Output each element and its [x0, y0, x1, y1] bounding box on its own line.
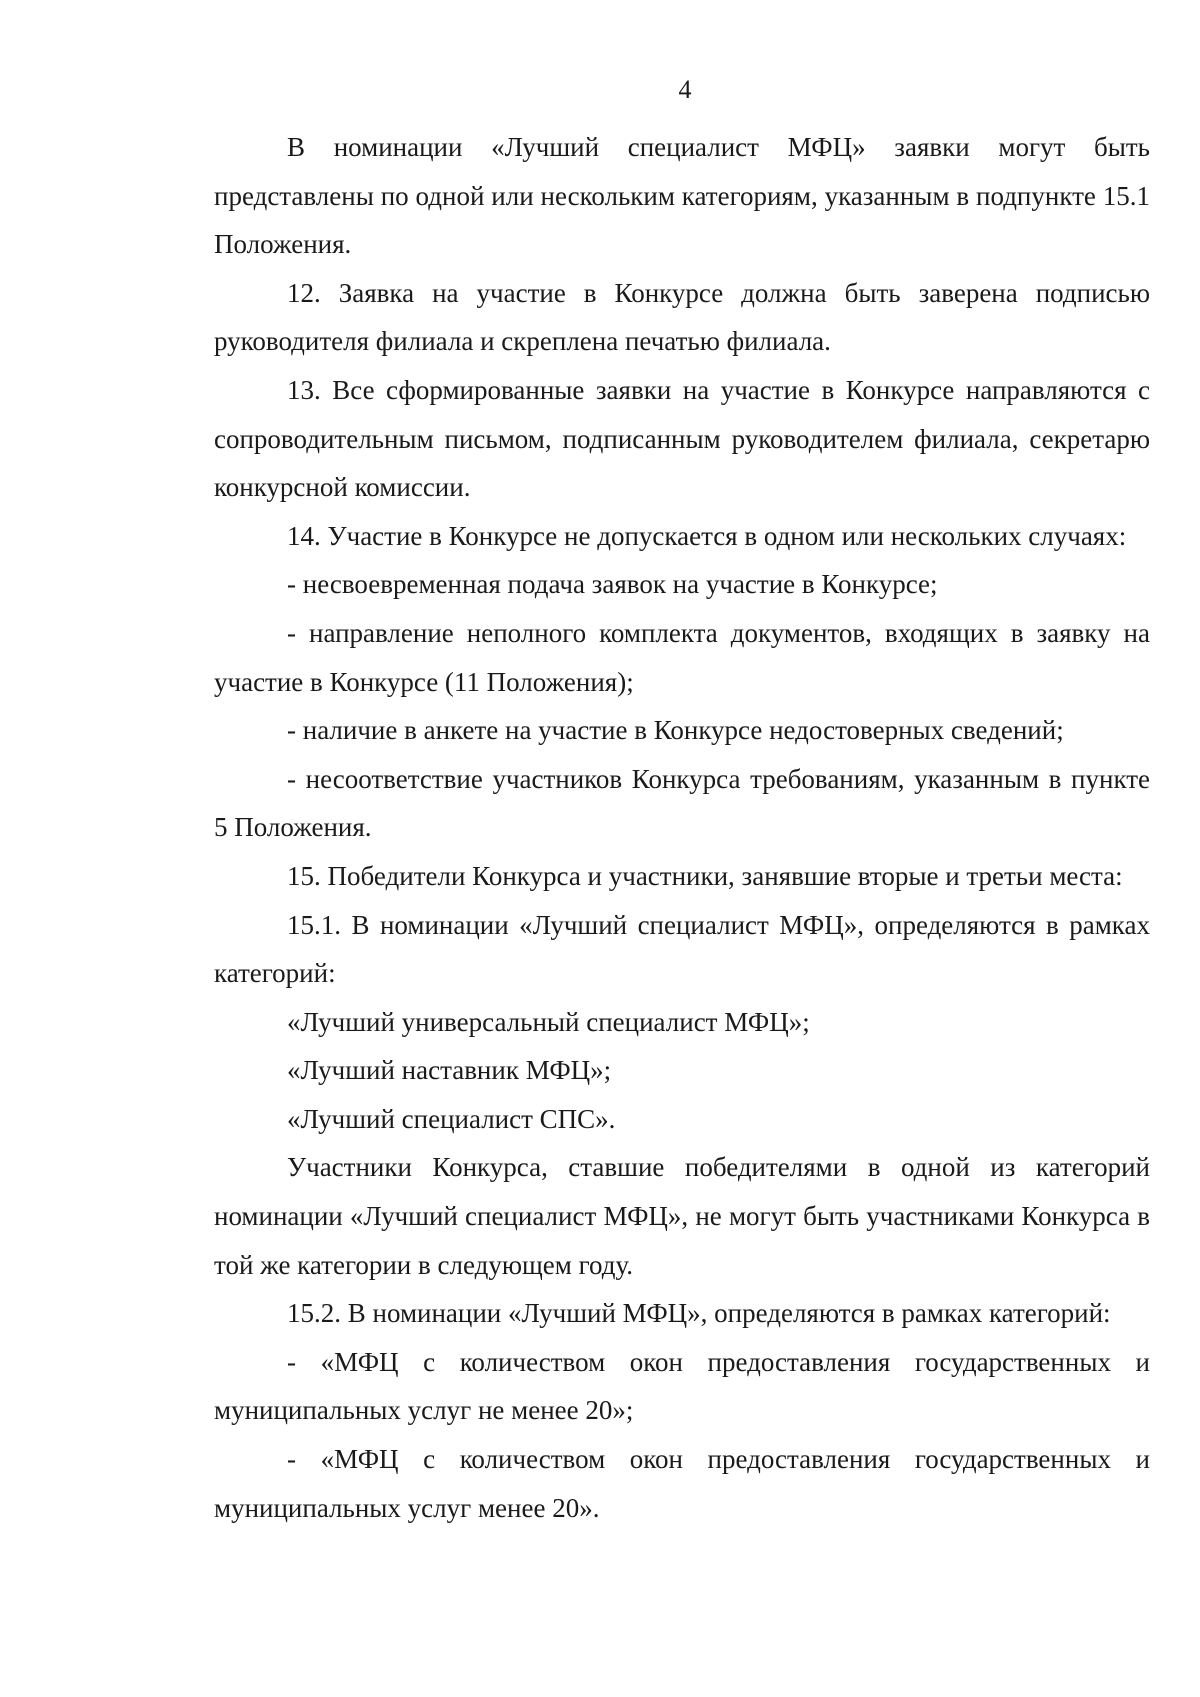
paragraph-15-1: 15.1. В номинации «Лучший специалист МФЦ», определяются в рамках категорий:: [214, 909, 1150, 989]
paragraph-winners-restriction: Участники Конкурса, ставшие победителями в одной из категорий номинации «Лучший специалист МФЦ», не могут быть участниками Конкурса в той же категории в следующем году.: [214, 1152, 1150, 1280]
list-item-20-or-more-windows: - «МФЦ с количеством окон предоставления государственных и муниципальных услуг не менее 20»;: [214, 1346, 1150, 1426]
list-item-incomplete-documents: - направление неполного комплекта документов, входящих в заявку на участие в Конкурсе (11 Положения);: [214, 617, 1150, 697]
paragraph-14: 14. Участие в Конкурсе не допускается в одном или нескольких случаях:: [287, 520, 1127, 551]
list-item-late-submission: - несвоевременная подача заявок на участие в Конкурсе;: [287, 569, 938, 600]
list-item-less-than-20-windows: - «МФЦ с количеством окон предоставления государственных и муниципальных услуг менее 20».: [214, 1444, 1150, 1523]
paragraph-13: 13. Все сформированные заявки на участие в Конкурсе направляются с сопроводительным письмом, подписанным руководителем филиала, секретарю конкурсной комиссии.: [214, 374, 1150, 503]
category-sps-specialist: «Лучший специалист СПС».: [287, 1103, 616, 1134]
paragraph-12: 12. Заявка на участие в Конкурсе должна быть заверена подписью руководителя филиала и скреплена печатью филиала.: [214, 277, 1150, 357]
document-body: [214, 123, 1150, 1532]
paragraph-15-2: 15.2. В номинации «Лучший МФЦ», определяются в рамках категорий:: [287, 1298, 1111, 1329]
category-mentor: «Лучший наставник МФЦ»;: [287, 1055, 612, 1086]
list-item-false-information: - наличие в анкете на участие в Конкурсе недостоверных сведений;: [287, 715, 1064, 746]
page-number: 4: [678, 75, 692, 104]
category-universal-specialist: «Лучший универсальный специалист МФЦ»;: [287, 1006, 810, 1037]
list-item-requirements-mismatch: - несоответствие участников Конкурса требованиям, указанным в пункте 5 Положения.: [214, 763, 1150, 843]
paragraph-15: 15. Победители Конкурса и участники, занявшие вторые и третьи места:: [287, 860, 1123, 891]
paragraph-nomination-categories: В номинации «Лучший специалист МФЦ» заявки могут быть представлены по одной или нескольким категориям, указанным в подпункте 15.1 Положения.: [214, 132, 1150, 260]
